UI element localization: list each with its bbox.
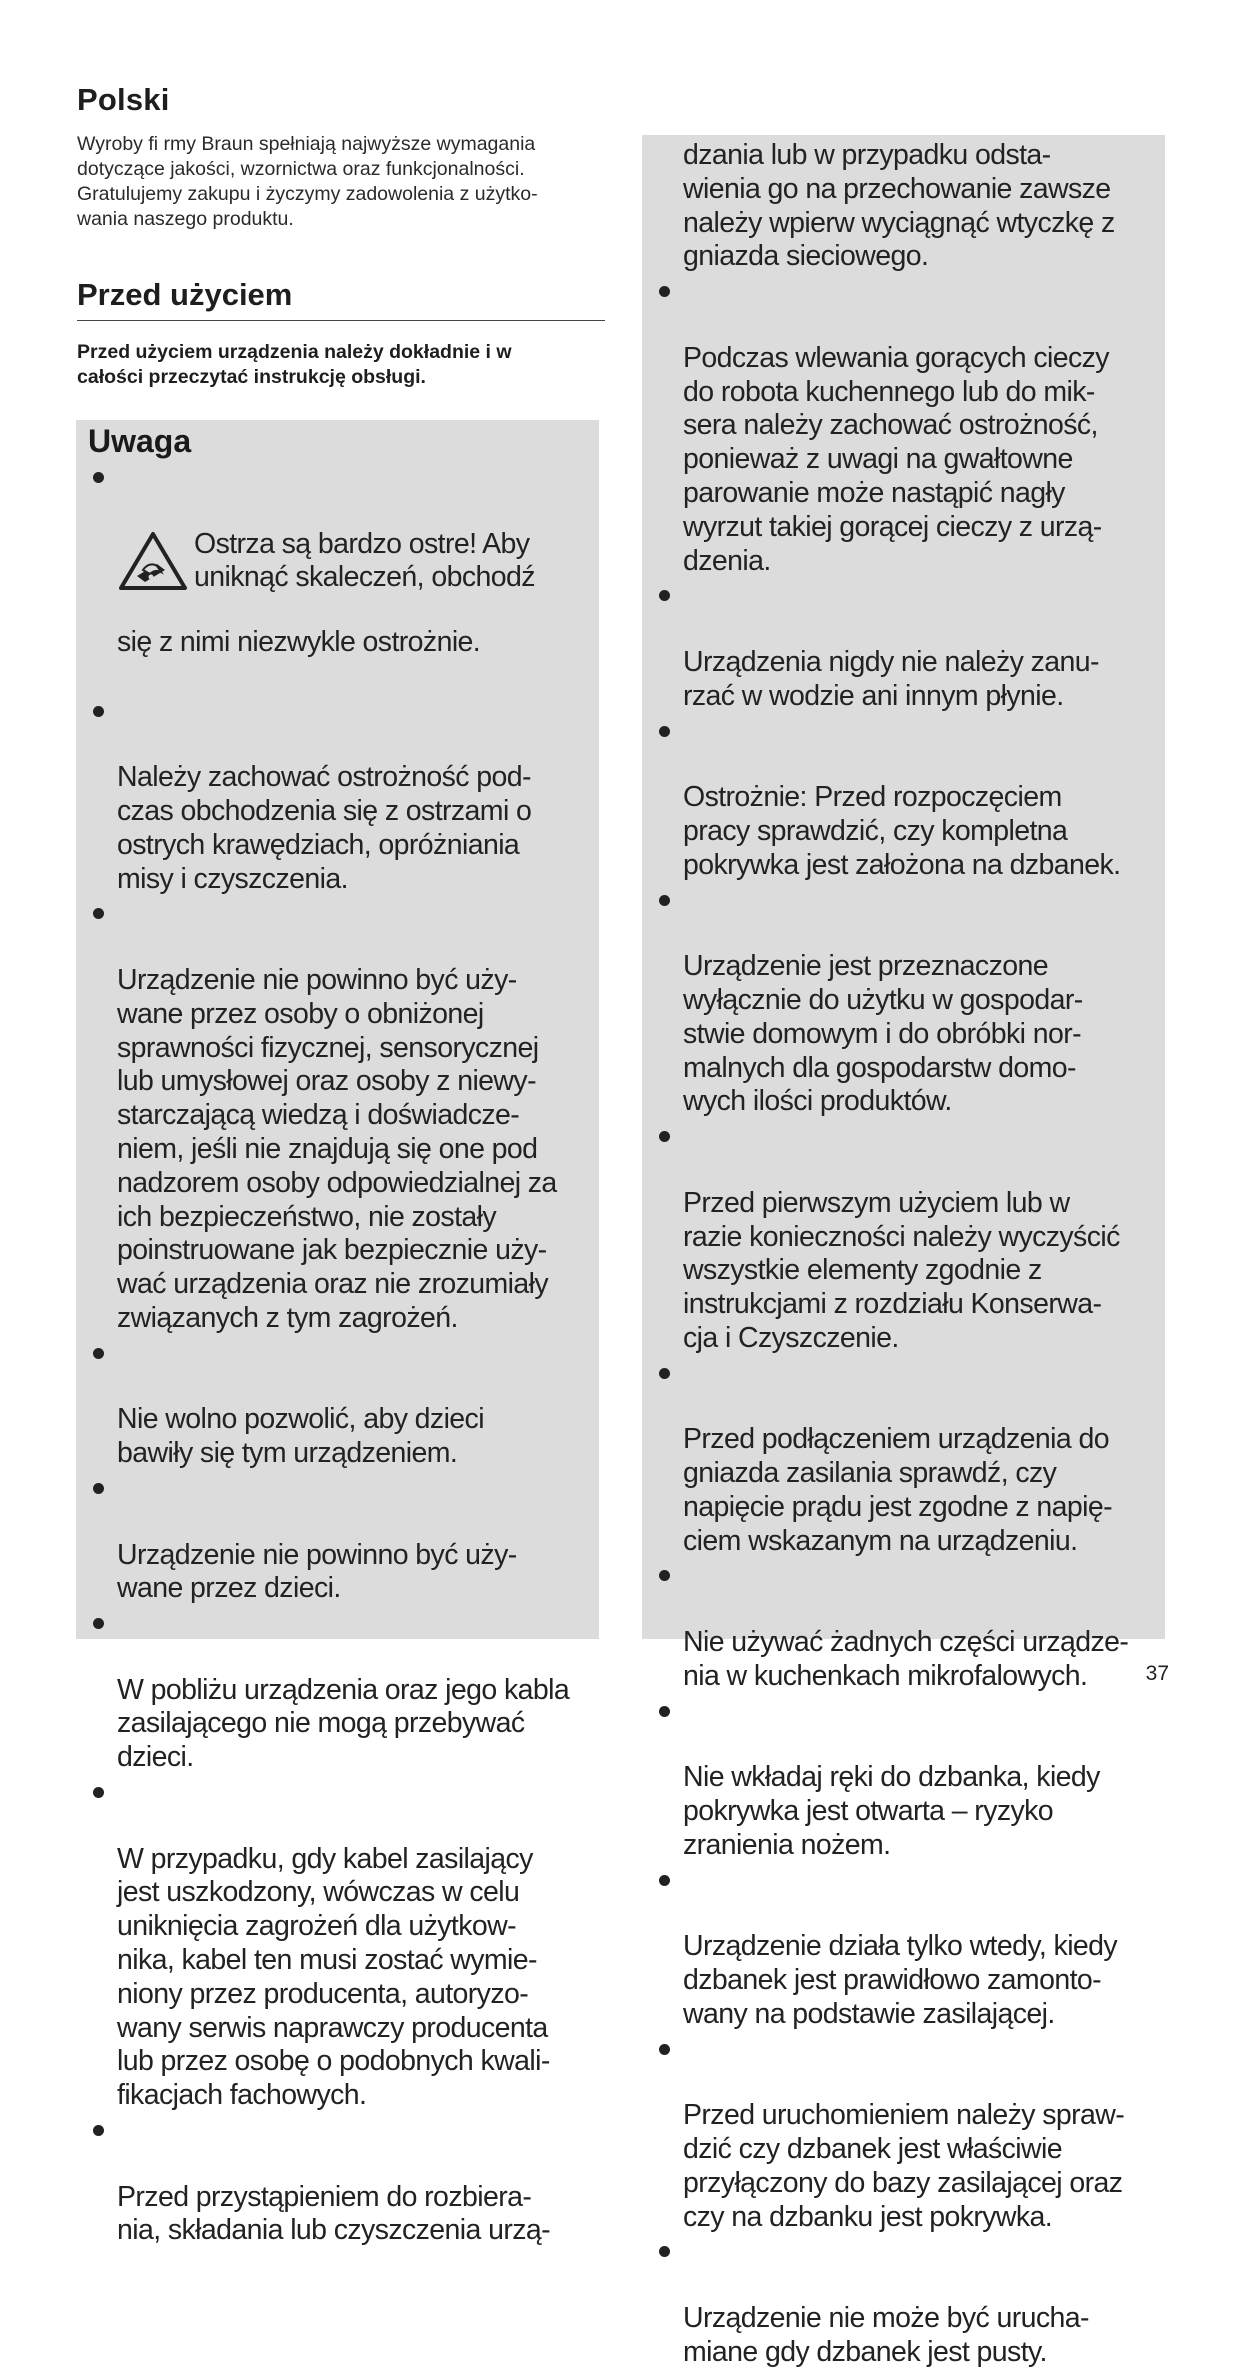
warning-item xyxy=(642,2234,1165,2369)
bullet-icon xyxy=(93,706,104,717)
warning-box-left xyxy=(76,420,599,2247)
bullet-icon xyxy=(93,908,104,919)
bullet-icon xyxy=(93,1483,104,1494)
warning-item-text: Urządzenie nie powinno być uży- wane przez osoby o obniżonej sprawności fizycznej, sensorycznej lub umysłowej oraz osoby z niewy- starczającą wiedzą i doświadcze- niem, jeśli nie znajdują się one pod nadzorem osoby odpowiedzialnej za ich bezpieczeństwo, nie zostały poinstruowane jak bezpiecznie uży- wać urządzenia oraz nie zrozumiały związanych z tym zagrożeń. xyxy=(117,963,557,1334)
warning-item-text: się z nimi niezwykle ostrożnie. xyxy=(117,625,481,658)
warning-item-text: Przed pierwszym użyciem lub w razie konieczności należy wyczyścić wszystkie elementy zgodnie z instrukcjami z rozdziału Konserwa- cja i Czyszczenie. xyxy=(683,1186,1120,1354)
warning-item xyxy=(642,1694,1165,1863)
bullet-icon xyxy=(659,895,670,906)
warning-item-text: Ostrza są bardzo ostre! Aby uniknąć skaleczeń, obchodź xyxy=(194,527,535,594)
bullet-icon xyxy=(659,2246,670,2257)
warning-item-text: W przypadku, gdy kabel zasilający jest uszkodzony, wówczas w celu uniknięcia zagrożeń dla użytkow- nika, kabel ten musi zostać wymie- niony przez producenta, autoryzo- wany serwis naprawczy producenta lub przez osobę o podobnych kwali- fikacjach fachowych. xyxy=(117,1842,550,2112)
warning-item-text: Podczas wlewania gorących cieczy do robota kuchennego lub do mik- sera należy zachować ostrożność, ponieważ z uwagi na gwałtowne parowanie może nastąpić nagły wyrzut takiej gorącej cieczy z urzą- dzenia. xyxy=(683,341,1109,577)
warning-item xyxy=(76,1336,599,1471)
warning-item xyxy=(76,2113,599,2248)
warning-item xyxy=(642,1356,1165,1559)
warning-title: Uwaga xyxy=(88,423,192,459)
bullet-icon xyxy=(659,1368,670,1379)
bullet-icon xyxy=(659,590,670,601)
warning-item xyxy=(642,714,1165,883)
warning-item xyxy=(642,578,1165,713)
warning-item-text: Nie używać żadnych części urządze- nia w kuchenkach mikrofalowych. xyxy=(683,1626,1129,1692)
bullet-icon xyxy=(93,472,104,483)
warning-item-text: Należy zachować ostrożność pod- czas obchodzenia się z ostrzami o ostrych krawędziach, opróżniania misy i czyszczenia. xyxy=(117,761,532,895)
warning-item xyxy=(76,1775,599,2113)
warning-item xyxy=(76,896,599,1335)
warning-item xyxy=(76,694,599,897)
warning-item-text: Urządzenie nie może być urucha- miane gdy dzbanek jest pusty. xyxy=(683,2302,1089,2368)
warning-item xyxy=(76,1471,599,1606)
warning-item xyxy=(76,1606,599,1775)
warning-item-text: Przed uruchomieniem należy spraw- dzić czy dzbanek jest właściwie przyłączony do bazy zasilającej oraz czy na dzbanku jest pokrywka. xyxy=(683,2099,1125,2233)
warning-item-text: Nie wolno pozwolić, aby dzieci bawiły się tym urządzeniem. xyxy=(117,1403,484,1470)
warning-list-left xyxy=(76,460,599,2248)
warning-item-text: Urządzenie nie powinno być uży- wane przez dzieci. xyxy=(117,1538,517,1605)
warning-item-text: Urządzenie jest przeznaczone wyłącznie do użytku w gospodar- stwie domowym i do obróbki nor- malnych dla gospodarstw domo- wych ilości produktów. xyxy=(683,950,1083,1118)
warning-item xyxy=(642,1863,1165,2032)
bullet-icon xyxy=(659,1131,670,1142)
warning-item-text: Przed podłączeniem urządzenia do gniazda zasilania sprawdź, czy napięcie prądu jest zgodne z napię- ciem wskazanym na urządzeniu. xyxy=(683,1423,1112,1557)
warning-item-text: Urządzenie działa tylko wtedy, kiedy dzbanek jest prawidłowo zamonto- wany na podstawie zasilającej. xyxy=(683,1930,1118,2030)
warning-item-text: Przed przystąpieniem do rozbiera- nia, składania lub czyszczenia urzą- xyxy=(117,2180,551,2247)
bullet-icon xyxy=(659,726,670,737)
bullet-icon xyxy=(93,2125,104,2136)
warning-item xyxy=(642,1119,1165,1356)
warning-list-right xyxy=(642,139,1165,2370)
warning-item xyxy=(642,1558,1165,1693)
bullet-icon xyxy=(93,1787,104,1798)
bullet-icon xyxy=(93,1348,104,1359)
bullet-icon xyxy=(659,1570,670,1581)
page-number: 37 xyxy=(1145,1662,1169,1685)
warning-item-text: Ostrożnie: Przed rozpoczęciem pracy sprawdzić, czy kompletna pokrywka jest założona na dzbanek. xyxy=(683,781,1121,881)
bullet-icon xyxy=(659,1875,670,1886)
warning-item xyxy=(642,2032,1165,2235)
intro-paragraph: Wyroby fi rmy Braun spełniają najwyższe wymagania dotyczące jakości, wzornictwa oraz funkcjonalności. Gratulujemy zakupu i życzymy zadowolenia z użytko- wania naszego produktu. xyxy=(77,133,538,230)
section-note: Przed użyciem urządzenia należy dokładnie i w całości przeczytać instrukcję obsługi. xyxy=(77,341,512,388)
warning-item xyxy=(76,460,599,694)
section-heading: Przed użyciem xyxy=(77,277,605,321)
bullet-icon xyxy=(659,2044,670,2055)
bullet-icon xyxy=(659,1706,670,1717)
bullet-icon xyxy=(659,286,670,297)
bullet-icon xyxy=(93,1618,104,1629)
cut-hazard-warning-icon xyxy=(117,530,189,592)
warning-item-text: Nie wkładaj ręki do dzbanka, kiedy pokrywka jest otwarta – ryzyko zranienia nożem. xyxy=(683,1761,1100,1861)
warning-item-text: Urządzenia nigdy nie należy zanu- rzać w wodzie ani innym płynie. xyxy=(683,645,1099,712)
page-title: Polski xyxy=(77,82,170,117)
warning-item-text: W pobliżu urządzenia oraz jego kabla zasilającego nie mogą przebywać dzieci. xyxy=(117,1673,570,1774)
warning-item-continuation: dzania lub w przypadku odsta- wienia go na przechowanie zawsze należy wpierw wyciągnąć wtyczkę z gniazda sieciowego. xyxy=(683,139,1115,273)
warning-item xyxy=(642,883,1165,1120)
warning-item xyxy=(642,274,1165,578)
